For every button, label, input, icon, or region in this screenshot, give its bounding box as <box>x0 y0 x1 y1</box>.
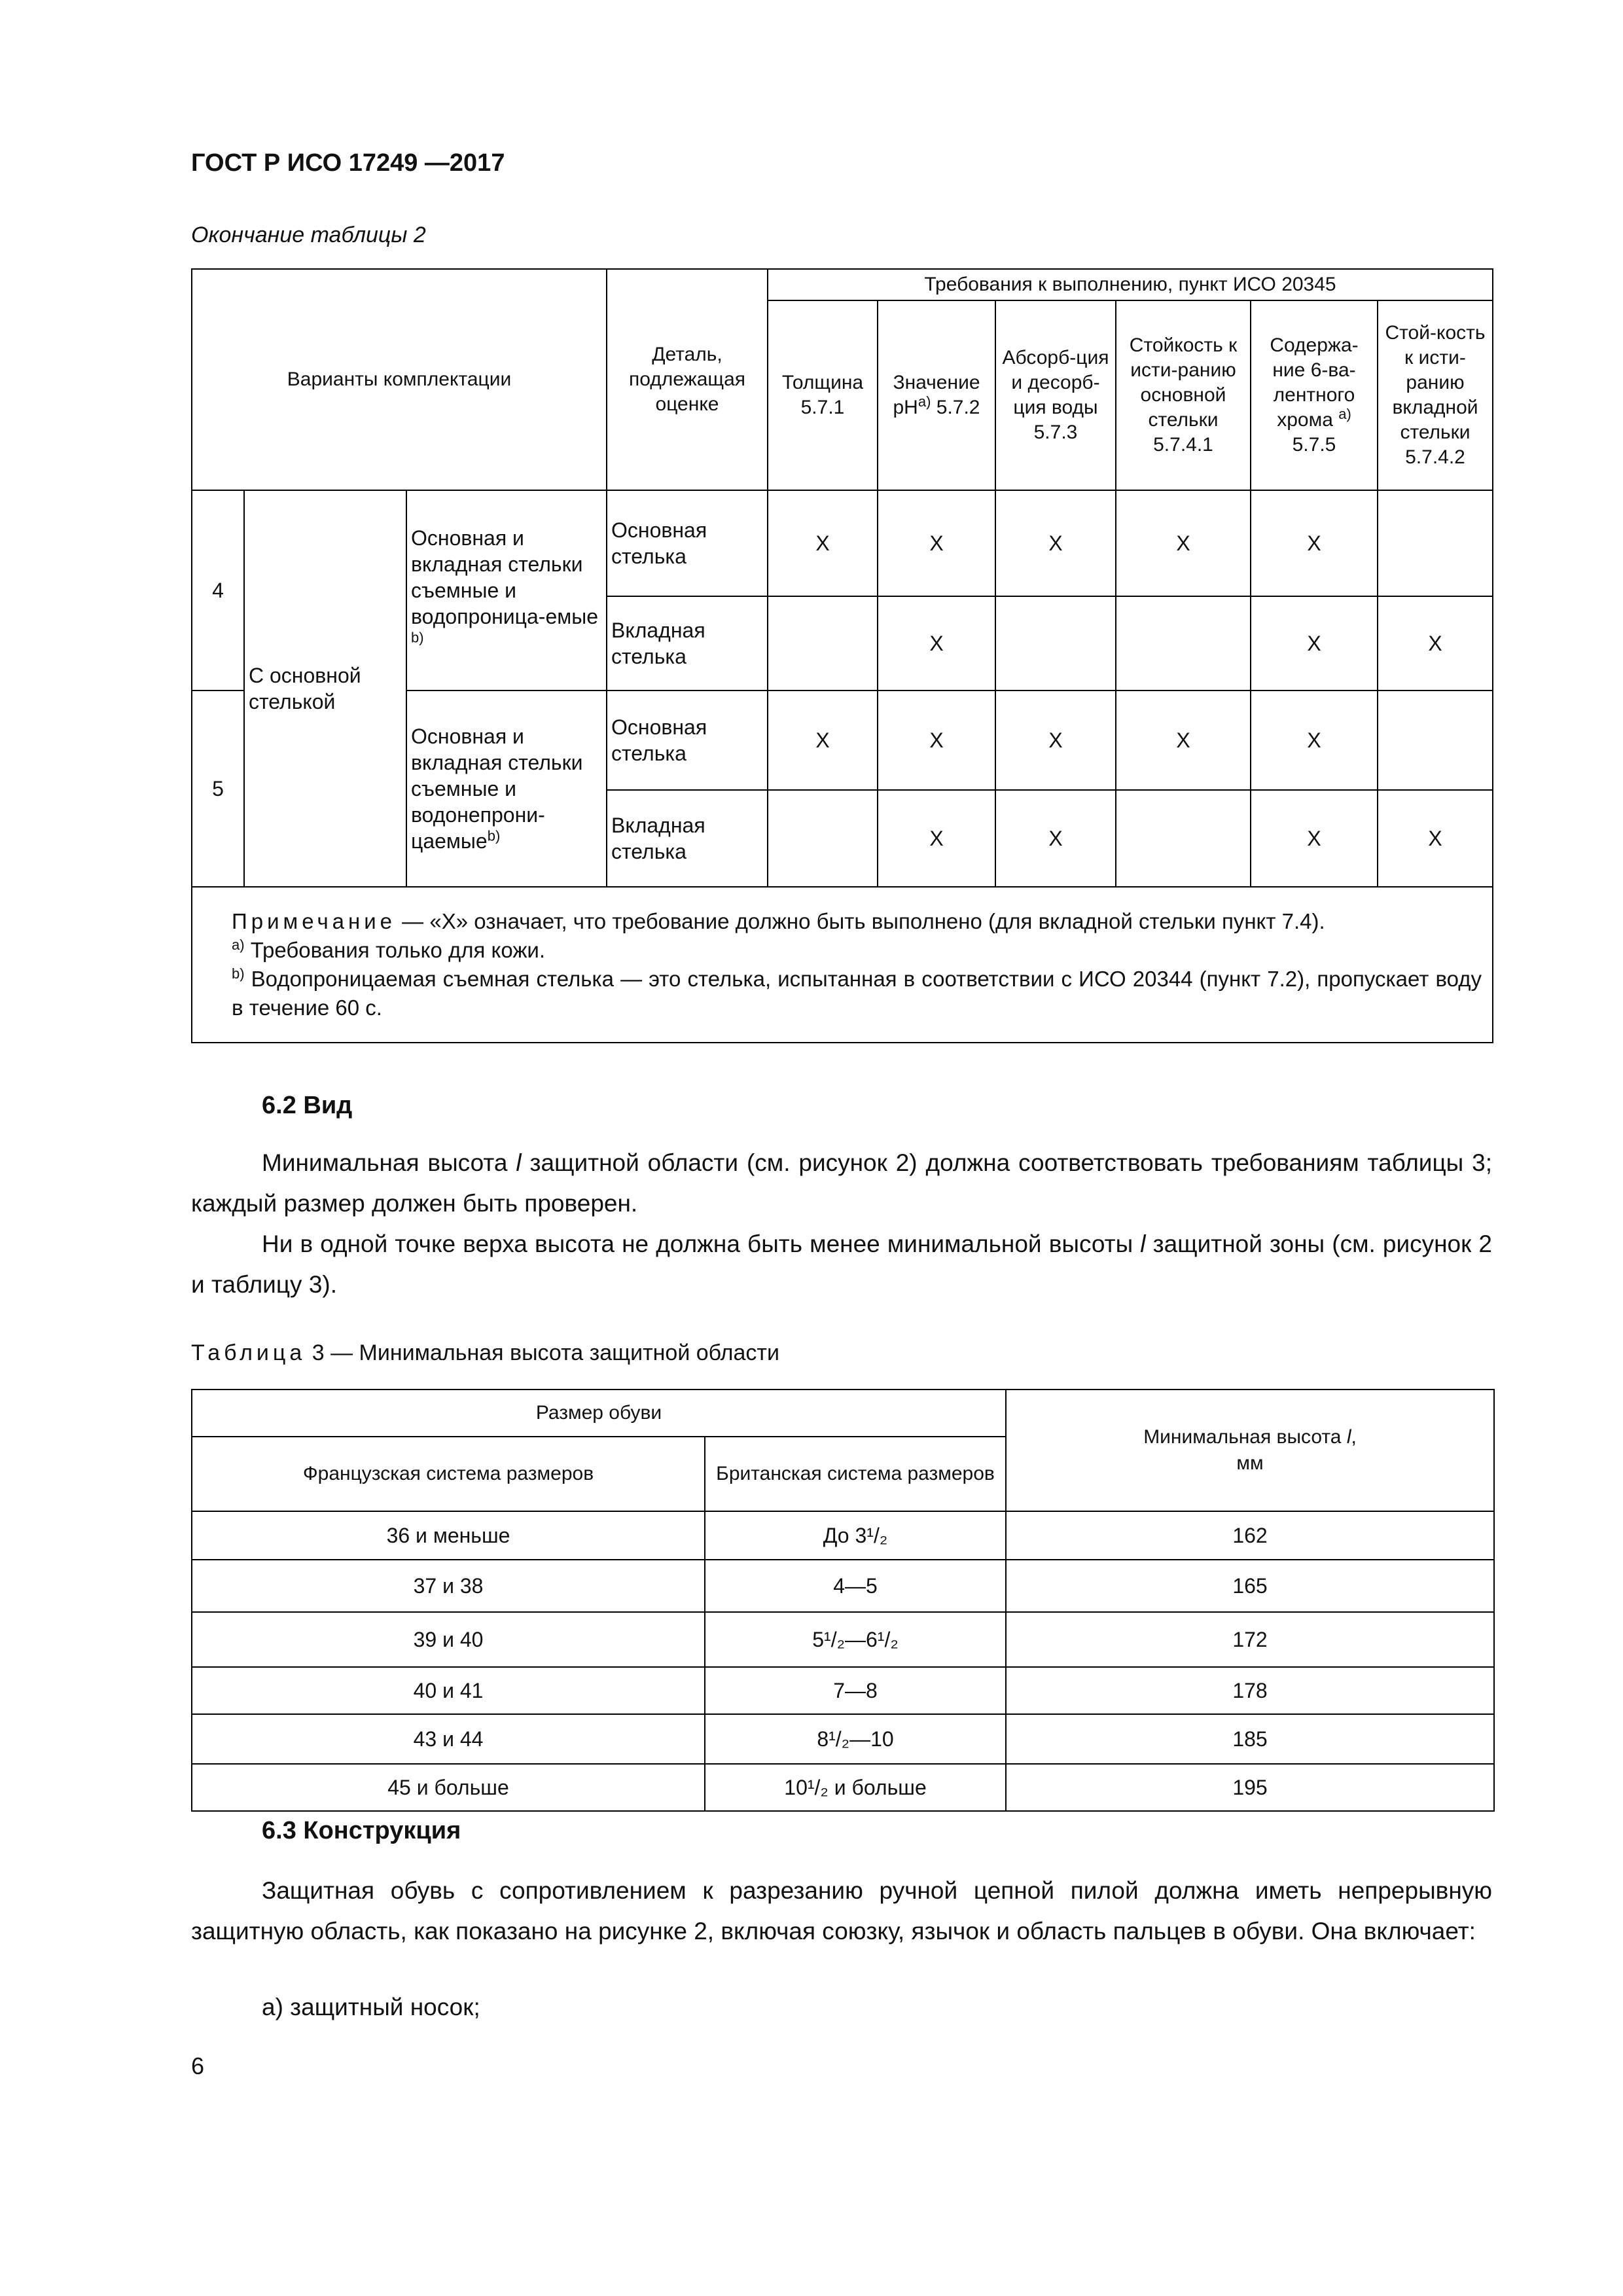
row-detail: Основная стелька <box>607 490 768 596</box>
row-detail: Основная стелька <box>607 691 768 790</box>
section-6-2-para2: Ни в одной точке верха высота не должна быть менее минимальной высоты l защитной зоны (см. рисунок 2 и таблицу 3). <box>191 1230 1493 1298</box>
row-description: Основная и вкладная стельки съемные и водонепрони-цаемые$^{b)}$ <box>406 691 607 887</box>
section-6-3-heading: 6.3 Конструкция <box>262 1817 461 1844</box>
min-height-cell: 172 <box>1006 1612 1494 1667</box>
list-item: a) защитный носок; <box>262 1994 480 2020</box>
min-height-cell: 185 <box>1006 1714 1494 1764</box>
table-row <box>192 1560 1494 1612</box>
header-col-thickness: Толщина 5.7.1 <box>768 300 878 490</box>
uk-size-cell: 4—5 <box>705 1560 1006 1612</box>
header-col-abrasion-insert: Стой-кость к исти-ранию вкладной стельки 5.7.4.2 <box>1378 300 1493 490</box>
mark-cell: X <box>768 490 878 596</box>
row-detail: Вкладная стелька <box>607 790 768 887</box>
table-row <box>192 1764 1494 1811</box>
mark-cell: X <box>1251 691 1378 790</box>
fr-size-cell: 37 и 38 <box>192 1560 705 1612</box>
footnote-a: Требования только для кожи. <box>244 938 546 962</box>
row-number: 4 <box>192 490 244 691</box>
footnote-b: Водопроницаемая съемная стелька — это стелька, испытанная в соответствии с ИСО 20344 (пункт 7.2), пропускает воду в течение 60 с. <box>232 967 1482 1020</box>
document-header: ГОСТ Р ИСО 17249 —2017 <box>191 149 505 177</box>
header-variants: Варианты комплектации <box>192 269 607 490</box>
mark-cell: X <box>878 596 995 691</box>
uk-size-cell: 10¹/₂ и больше <box>705 1764 1006 1811</box>
mark-cell: X <box>1378 790 1493 887</box>
row-number: 5 <box>192 691 244 887</box>
mark-cell: X <box>1116 691 1251 790</box>
table-row <box>192 1612 1494 1667</box>
header-col-abrasion-main: Стойкость к исти-ранию основной стельки 5.7.4.1 <box>1116 300 1251 490</box>
mark-cell: X <box>995 790 1116 887</box>
table-row <box>192 1511 1494 1560</box>
mark-cell: X <box>995 490 1116 596</box>
row-detail: Вкладная стелька <box>607 596 768 691</box>
mark-cell <box>1116 596 1251 691</box>
header-col-chrome: Содержа-ние 6-ва-лентного хрома $^{a)}$ 5.7.5 <box>1251 300 1378 490</box>
header-col-absorption: Абсорб-ция и десорб-ция воды 5.7.3 <box>995 300 1116 490</box>
mark-cell: X <box>1251 490 1378 596</box>
mark-cell: X <box>1116 490 1251 596</box>
section-6-2-para1: Минимальная высота l защитной области (см. рисунок 2) должна соответствовать требованиям таблицы 3; каждый размер должен быть проверен. <box>191 1149 1492 1217</box>
header-uk-system: Британская система размеров <box>705 1437 1006 1511</box>
mark-cell: X <box>768 691 878 790</box>
header-fr-system: Французская система размеров <box>192 1437 705 1511</box>
fr-size-cell: 39 и 40 <box>192 1612 705 1667</box>
group-label: С основной стелькой <box>244 490 406 887</box>
table2-caption: Окончание таблицы 2 <box>191 223 426 247</box>
fr-size-cell: 40 и 41 <box>192 1667 705 1714</box>
mark-cell: X <box>995 691 1116 790</box>
fr-size-cell: 36 и меньше <box>192 1511 705 1560</box>
mark-cell <box>1378 490 1493 596</box>
mark-cell <box>1378 691 1493 790</box>
note-text: — «X» означает, что требование должно быть выполнено (для вкладной стельки пункт 7.4). <box>396 909 1325 933</box>
mark-cell <box>1116 790 1251 887</box>
table-2 <box>191 268 1493 1043</box>
mark-cell: X <box>878 490 995 596</box>
mark-cell: X <box>1251 596 1378 691</box>
min-height-cell: 195 <box>1006 1764 1494 1811</box>
min-height-cell: 165 <box>1006 1560 1494 1612</box>
table-row <box>192 1667 1494 1714</box>
mark-cell <box>995 596 1116 691</box>
header-size: Размер обуви <box>192 1390 1006 1437</box>
fr-size-cell: 43 и 44 <box>192 1714 705 1764</box>
min-height-cell: 178 <box>1006 1667 1494 1714</box>
page-number: 6 <box>191 2053 205 2079</box>
mark-cell: X <box>878 691 995 790</box>
header-col-ph: Значение $pH^{a)}$ 5.7.2 <box>878 300 995 490</box>
table3-caption: Таблица 3 — Минимальная высота защитной области <box>191 1340 779 1365</box>
table-row <box>192 1714 1494 1764</box>
mark-cell: X <box>1251 790 1378 887</box>
header-detail: Деталь, подлежащая оценке <box>607 269 768 490</box>
uk-size-cell: До 3¹/₂ <box>705 1511 1006 1560</box>
uk-size-cell: 5¹/₂—6¹/₂ <box>705 1612 1006 1667</box>
header-requirements: Требования к выполнению, пункт ИСО 20345 <box>768 269 1493 300</box>
table-note <box>192 887 1493 1043</box>
mark-cell: X <box>1378 596 1493 691</box>
min-height-cell: 162 <box>1006 1511 1494 1560</box>
footnote-b-mark: b) <box>232 965 245 982</box>
section-6-3-para1: Защитная обувь с сопротивлением к разрезанию ручной цепной пилой должна иметь непрерывную защитную область, как показано на рисунке 2, включая союзку, язычок и область пальцев в обуви. Она включает: <box>191 1877 1492 1945</box>
header-min-height: Минимальная высота l, мм <box>1006 1390 1494 1511</box>
uk-size-cell: 8¹/₂—10 <box>705 1714 1006 1764</box>
section-6-2-heading: 6.2 Вид <box>262 1092 353 1119</box>
row-description: Основная и вкладная стельки съемные и водопроница-емые $^{b)}$ <box>406 490 607 691</box>
footnote-a-mark: a) <box>232 937 245 953</box>
table-3 <box>191 1389 1495 1812</box>
mark-cell <box>768 596 878 691</box>
fr-size-cell: 45 и больше <box>192 1764 705 1811</box>
note-label: Примечание <box>232 909 397 933</box>
table-row <box>192 490 1493 596</box>
mark-cell <box>768 790 878 887</box>
uk-size-cell: 7—8 <box>705 1667 1006 1714</box>
mark-cell: X <box>878 790 995 887</box>
